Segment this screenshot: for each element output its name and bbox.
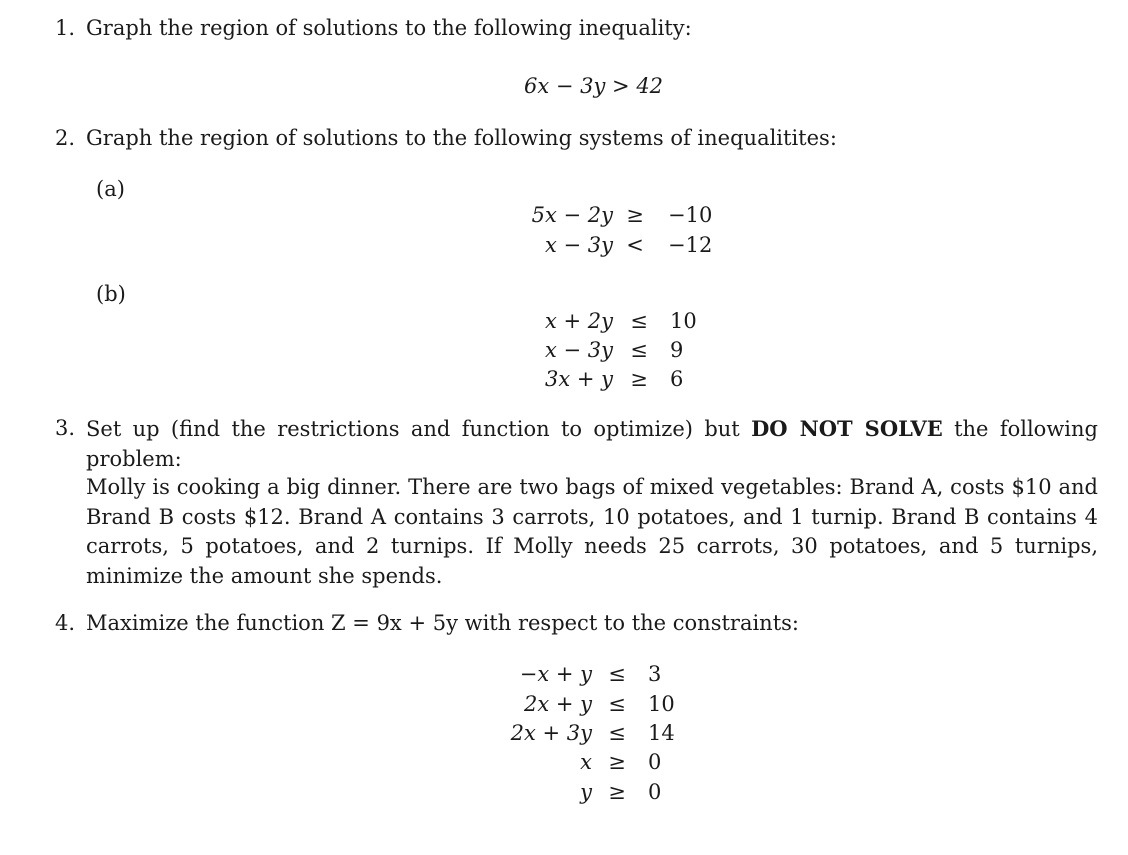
system-row-rhs: −10 [668, 203, 713, 227]
constraint-rhs: 0 [648, 780, 662, 804]
problem-1-inequality: 6x − 3y > 42 [524, 74, 664, 98]
constraint-relation: ≥ [608, 780, 626, 804]
problem-3-body: Molly is cooking a big dinner. There are two bags of mixed vegetables: Brand A, costs $10 and Brand B costs $12. Brand A contains 3 carrots, 10 potatoes, and 1 turnip. Brand B contains 4 carrots, 5 potatoes, and 2 turnips. If Molly needs 25 carrots, 30 potatoes, and 5 turnips, minimize the amount she spends. [86, 475, 1098, 588]
problem-2a-label: (a) [96, 177, 125, 201]
system-row-lhs: x − 3y [544, 233, 613, 257]
problem-4-text: Maximize the function Z = 9x + 5y with respect to the constraints: [86, 611, 799, 635]
system-row-rhs: 6 [670, 367, 684, 391]
system-row-lhs: x − 3y [544, 338, 613, 362]
constraint-lhs: y [580, 780, 592, 804]
system-row-rhs: 9 [670, 338, 684, 362]
problem-1-text: Graph the region of solutions to the following inequality: [86, 16, 692, 40]
system-row-relation: ≤ [630, 338, 648, 362]
constraint-rhs: 10 [648, 692, 675, 716]
system-row-rhs: 10 [670, 309, 697, 333]
constraint-lhs: x [580, 750, 592, 774]
constraint-lhs: −x + y [519, 662, 592, 686]
problem-3-intro [86, 414, 1098, 474]
problem-3-number: 3. [55, 416, 76, 440]
constraint-rhs: 3 [648, 662, 662, 686]
problem-2-text: Graph the region of solutions to the following systems of inequalitites: [86, 126, 837, 150]
problem-2-number: 2. [55, 126, 76, 150]
problem-3-intro-part-2: the following problem: [86, 417, 1098, 471]
problem-3-intro-part-1: Set up (find the restrictions and function to optimize) but [86, 417, 752, 441]
constraint-rhs: 14 [648, 721, 675, 745]
problem-3-bold-instruction: DO NOT SOLVE [751, 416, 943, 441]
problem-1-number: 1. [55, 16, 76, 40]
constraint-relation: ≤ [608, 692, 626, 716]
system-row-relation: < [626, 233, 644, 257]
constraint-rhs: 0 [648, 750, 662, 774]
constraint-lhs: 2x + y [523, 692, 592, 716]
problem-4-number: 4. [55, 611, 76, 635]
constraint-relation: ≤ [608, 721, 626, 745]
system-row-lhs: 3x + y [544, 367, 613, 391]
constraint-relation: ≥ [608, 750, 626, 774]
system-row-lhs: x + 2y [544, 309, 613, 333]
system-row-relation: ≥ [626, 203, 644, 227]
system-row-rhs: −12 [668, 233, 713, 257]
system-row-relation: ≤ [630, 309, 648, 333]
constraint-lhs: 2x + 3y [510, 721, 592, 745]
system-row-lhs: 5x − 2y [531, 203, 613, 227]
constraint-relation: ≤ [608, 662, 626, 686]
system-row-relation: ≥ [630, 367, 648, 391]
problem-2b-label: (b) [96, 282, 126, 306]
